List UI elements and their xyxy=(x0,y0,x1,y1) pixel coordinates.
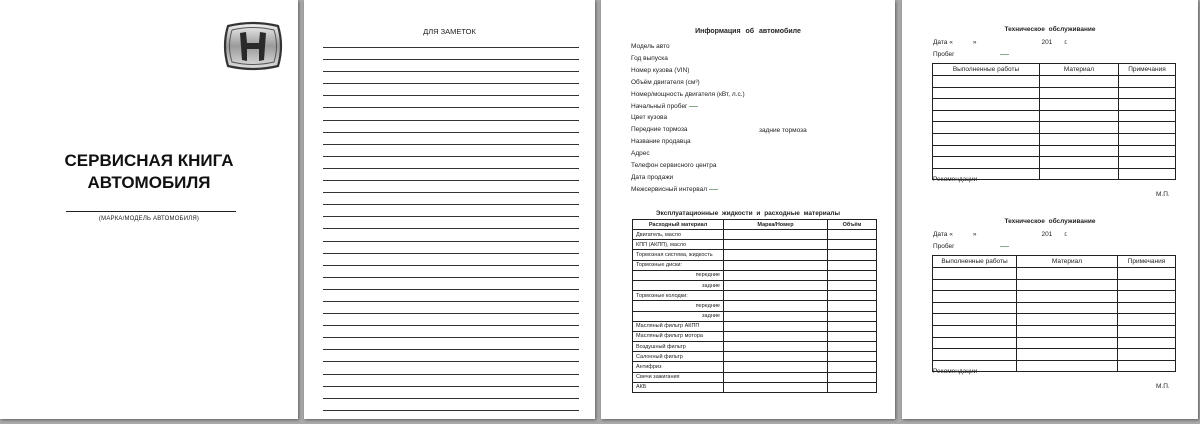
maint-header-works: Выполненные работы xyxy=(933,256,1017,268)
honda-logo-icon xyxy=(222,20,284,72)
notes-line xyxy=(323,95,579,107)
maintenance-cell[interactable] xyxy=(1119,99,1176,111)
fluids-title: Эксплуатационные жидкости и расходные материалы xyxy=(655,210,841,217)
fluid-brand-cell[interactable] xyxy=(724,260,828,270)
fluid-material-cell: Двигатель, масло xyxy=(633,230,724,240)
notes-line xyxy=(323,289,579,301)
table-row xyxy=(933,302,1176,314)
notes-line xyxy=(323,277,579,289)
notes-line xyxy=(323,301,579,313)
table-row xyxy=(633,301,877,311)
maintenance-cell[interactable] xyxy=(1118,279,1176,291)
notes-line xyxy=(323,337,579,349)
fluid-brand-cell[interactable] xyxy=(724,311,828,321)
maintenance-cell[interactable] xyxy=(933,279,1017,291)
maintenance-date-line xyxy=(933,231,1068,238)
notes-line xyxy=(323,325,579,337)
info-field-label xyxy=(631,43,670,50)
fluid-volume-cell[interactable] xyxy=(828,321,877,331)
fluid-material-cell: Масляный фильтр АКПП xyxy=(633,321,724,331)
maintenance-cell[interactable] xyxy=(933,110,1040,122)
table-row xyxy=(933,325,1176,337)
maintenance-mileage-line xyxy=(933,243,1009,250)
info-field-label xyxy=(631,126,688,133)
km-mark xyxy=(689,103,698,107)
maintenance-cell[interactable] xyxy=(1119,76,1176,88)
fluid-volume-cell[interactable] xyxy=(828,230,877,240)
fluid-material-cell: передние xyxy=(633,270,724,280)
maintenance-cell[interactable] xyxy=(1017,279,1118,291)
notes-line xyxy=(323,253,579,265)
maintenance-cell[interactable] xyxy=(1119,168,1176,180)
table-row xyxy=(933,133,1176,145)
fluid-material-cell: задние xyxy=(633,311,724,321)
fluid-brand-cell[interactable] xyxy=(724,342,828,352)
info-field-text: Номер кузова (VIN) xyxy=(631,66,690,74)
date-quote: » xyxy=(972,231,977,238)
info-field-text: Телефон сервисного центра xyxy=(631,162,717,169)
fluid-brand-cell[interactable] xyxy=(724,352,828,362)
notes-line xyxy=(323,180,579,192)
maintenance-cell[interactable] xyxy=(933,337,1017,349)
year-suffix: г. xyxy=(1064,39,1068,46)
fluids-header-material: Расходный материал xyxy=(633,220,724,230)
fluid-material-cell: Тормозные диски: xyxy=(633,260,724,270)
fluids-table xyxy=(632,219,877,393)
fluid-volume-cell[interactable] xyxy=(828,291,877,301)
maintenance-cell[interactable] xyxy=(1017,314,1118,326)
maint-header-notes: Примечания xyxy=(1119,64,1176,76)
year-label: 201 xyxy=(1041,231,1053,238)
fluids-header-volume: Объём xyxy=(828,220,877,230)
info-field-label xyxy=(631,174,673,181)
fluid-brand-cell[interactable] xyxy=(724,230,828,240)
notes-line xyxy=(323,204,579,216)
notes-line xyxy=(323,107,579,119)
info-field-label xyxy=(631,114,667,121)
info-field-text: Номер/мощность двигателя (кВт, л.с.) xyxy=(631,90,745,98)
maintenance-mileage-line xyxy=(933,51,1009,58)
info-field-text: Год выпуска xyxy=(631,54,668,62)
fluid-material-cell: КПП (АКПП), масло xyxy=(633,240,724,250)
cover-title-line1: СЕРВИСНАЯ КНИГА xyxy=(64,151,234,170)
notes-line xyxy=(323,228,579,240)
recommendations-label: Рекомендации xyxy=(933,368,978,375)
maintenance-cell[interactable] xyxy=(933,99,1040,111)
notes-line xyxy=(323,398,579,410)
maintenance-cell[interactable] xyxy=(1017,349,1118,361)
maintenance-cell[interactable] xyxy=(933,157,1040,169)
year-label: 201 xyxy=(1041,39,1053,46)
fluid-material-cell: Тормозные колодки: xyxy=(633,291,724,301)
maint-header-material: Материал xyxy=(1040,64,1119,76)
year-suffix: г. xyxy=(1064,231,1068,238)
fluid-volume-cell[interactable] xyxy=(828,352,877,362)
maintenance-cell[interactable] xyxy=(933,268,1017,280)
maintenance-cell[interactable] xyxy=(1118,349,1176,361)
maintenance-cell[interactable] xyxy=(933,87,1040,99)
table-row xyxy=(633,230,877,240)
notes-line xyxy=(323,313,579,325)
fluid-material-cell: передние xyxy=(633,301,724,311)
fluid-brand-cell[interactable] xyxy=(724,362,828,372)
recommendations-label: Рекомендации xyxy=(933,176,978,183)
info-field-label xyxy=(631,162,717,169)
maint-header-material: Материал xyxy=(1017,256,1118,268)
maintenance-header-row xyxy=(933,64,1176,76)
info-field-label xyxy=(631,138,691,145)
table-row xyxy=(633,352,877,362)
fluid-volume-cell[interactable] xyxy=(828,270,877,280)
cover-page xyxy=(0,0,298,419)
notes-line xyxy=(323,216,579,228)
table-row xyxy=(633,250,877,260)
maintenance-cell[interactable] xyxy=(1017,291,1118,303)
fluid-volume-cell[interactable] xyxy=(828,240,877,250)
info-field-label xyxy=(631,186,718,193)
maintenance-cell[interactable] xyxy=(933,122,1040,134)
fluid-brand-cell[interactable] xyxy=(724,280,828,290)
maintenance-date-line xyxy=(933,39,1068,46)
notes-line xyxy=(323,47,579,59)
maintenance-cell[interactable] xyxy=(933,314,1017,326)
info-field-text: Модель авто xyxy=(631,43,670,50)
stamp-label: М.П. xyxy=(1156,191,1170,198)
maintenance-cell[interactable] xyxy=(1119,133,1176,145)
maintenance-cell[interactable] xyxy=(933,302,1017,314)
vehicle-info-page xyxy=(601,0,895,419)
fluid-volume-cell[interactable] xyxy=(828,311,877,321)
info-field-text: Адрес xyxy=(631,150,650,158)
maintenance-title: Техническое обслуживание xyxy=(1004,26,1096,33)
fluid-material-cell: АКБ xyxy=(633,382,724,392)
maintenance-cell[interactable] xyxy=(1017,268,1118,280)
maintenance-cell[interactable] xyxy=(1040,87,1119,99)
fluid-volume-cell[interactable] xyxy=(828,362,877,372)
notes-line xyxy=(323,241,579,253)
fluid-volume-cell[interactable] xyxy=(828,260,877,270)
table-row xyxy=(933,145,1176,157)
maintenance-cell[interactable] xyxy=(1040,76,1119,88)
maintenance-cell[interactable] xyxy=(1040,168,1119,180)
maint-header-works: Выполненные работы xyxy=(933,64,1040,76)
fluid-material-cell: задние xyxy=(633,280,724,290)
maintenance-cell[interactable] xyxy=(1040,99,1119,111)
notes-line xyxy=(323,386,579,398)
info-field-text: Объём двигателя (см³) xyxy=(631,78,700,86)
maintenance-cell[interactable] xyxy=(1017,325,1118,337)
info-field-label xyxy=(631,55,668,62)
table-row xyxy=(933,291,1176,303)
notes-line xyxy=(323,168,579,180)
info-field-label xyxy=(631,67,689,74)
maintenance-cell[interactable] xyxy=(1118,291,1176,303)
table-row xyxy=(933,337,1176,349)
maintenance-cell[interactable] xyxy=(1040,122,1119,134)
notes-line xyxy=(323,156,579,168)
notes-ruled-lines xyxy=(323,47,579,419)
fluid-volume-cell[interactable] xyxy=(828,382,877,392)
fluid-volume-cell[interactable] xyxy=(828,250,877,260)
info-field-text: Дата продажи xyxy=(631,173,674,181)
info-field-text: Начальный пробег xyxy=(631,102,688,110)
table-row xyxy=(633,362,877,372)
info-field-text: Название продавца xyxy=(631,138,691,146)
maintenance-header-row xyxy=(933,256,1176,268)
fluid-volume-cell[interactable] xyxy=(828,280,877,290)
maintenance-cell[interactable] xyxy=(933,76,1040,88)
date-label: Дата « xyxy=(933,231,953,238)
maintenance-cell[interactable] xyxy=(933,291,1017,303)
mileage-label: Пробег xyxy=(933,243,955,250)
maintenance-cell[interactable] xyxy=(1119,157,1176,169)
cover-fill-line xyxy=(66,211,236,212)
notes-title: ДЛЯ ЗАМЕТОК xyxy=(423,27,476,36)
maintenance-cell[interactable] xyxy=(933,349,1017,361)
maintenance-cell[interactable] xyxy=(1119,87,1176,99)
km-mark xyxy=(1000,51,1009,55)
maintenance-cell[interactable] xyxy=(1118,360,1176,372)
info-field-label xyxy=(631,79,700,86)
info-field-text: Передние тормоза xyxy=(631,126,688,134)
maintenance-cell[interactable] xyxy=(1118,314,1176,326)
maintenance-cell[interactable] xyxy=(1119,110,1176,122)
maintenance-cell[interactable] xyxy=(1040,110,1119,122)
fluid-brand-cell[interactable] xyxy=(724,382,828,392)
info-field-label xyxy=(631,91,745,98)
km-mark xyxy=(709,186,718,190)
maintenance-cell[interactable] xyxy=(1040,133,1119,145)
notes-line xyxy=(323,361,579,373)
fluid-material-cell: Антифриз xyxy=(633,362,724,372)
table-row xyxy=(633,260,877,270)
fluid-material-cell: Масляный фильтр мотора xyxy=(633,331,724,341)
notes-line xyxy=(323,374,579,386)
mileage-label: Пробег xyxy=(933,51,955,58)
fluids-header-brand: Марка/Номер xyxy=(724,220,828,230)
table-row xyxy=(633,240,877,250)
maintenance-cell[interactable] xyxy=(1118,302,1176,314)
table-row xyxy=(633,291,877,301)
maintenance-cell[interactable] xyxy=(933,145,1040,157)
notes-line xyxy=(323,59,579,71)
maintenance-cell[interactable] xyxy=(1118,268,1176,280)
notes-page xyxy=(304,0,595,419)
table-row xyxy=(933,76,1176,88)
notes-line xyxy=(323,132,579,144)
notes-line xyxy=(323,349,579,361)
maintenance-cell[interactable] xyxy=(1119,122,1176,134)
rear-brakes-label: задние тормоза xyxy=(759,127,807,134)
date-quote: » xyxy=(972,39,977,46)
fluid-brand-cell[interactable] xyxy=(724,321,828,331)
table-row xyxy=(633,280,877,290)
fluid-brand-cell[interactable] xyxy=(724,331,828,341)
maintenance-cell[interactable] xyxy=(1017,360,1118,372)
fluid-volume-cell[interactable] xyxy=(828,331,877,341)
table-row xyxy=(633,372,877,382)
maintenance-table xyxy=(932,63,1176,180)
maintenance-cell[interactable] xyxy=(1040,157,1119,169)
notes-line xyxy=(323,410,579,419)
fluid-brand-cell[interactable] xyxy=(724,291,828,301)
maintenance-table xyxy=(932,255,1176,372)
cover-title-line2: АВТОМОБИЛЯ xyxy=(87,173,211,192)
table-row xyxy=(933,349,1176,361)
fluid-material-cell: Салонный фильтр xyxy=(633,352,724,362)
fluid-brand-cell[interactable] xyxy=(724,372,828,382)
fluids-header-row xyxy=(633,220,877,230)
fluid-brand-cell[interactable] xyxy=(724,301,828,311)
fluid-brand-cell[interactable] xyxy=(724,240,828,250)
fluid-volume-cell[interactable] xyxy=(828,372,877,382)
maint-header-notes: Примечания xyxy=(1118,256,1176,268)
maintenance-cell[interactable] xyxy=(933,133,1040,145)
table-row xyxy=(933,122,1176,134)
date-label: Дата « xyxy=(933,39,953,46)
maintenance-cell[interactable] xyxy=(1118,325,1176,337)
maintenance-page xyxy=(902,0,1198,419)
table-row xyxy=(933,157,1176,169)
fluid-material-cell: Тормозная система, жидкость xyxy=(633,250,724,260)
notes-line xyxy=(323,265,579,277)
info-title: Информация об автомобиле xyxy=(695,28,801,35)
table-row xyxy=(633,331,877,341)
table-row xyxy=(633,270,877,280)
table-row xyxy=(633,321,877,331)
notes-line xyxy=(323,144,579,156)
notes-line xyxy=(323,71,579,83)
notes-line xyxy=(323,120,579,132)
info-field-label xyxy=(631,103,698,110)
info-field-text: Межсервисный интервал xyxy=(631,185,708,193)
fluid-brand-cell[interactable] xyxy=(724,270,828,280)
info-field-text: Цвет кузова xyxy=(631,114,668,122)
fluid-material-cell: Воздушный фильтр xyxy=(633,342,724,352)
notes-line xyxy=(323,83,579,95)
notes-line xyxy=(323,192,579,204)
table-row xyxy=(633,382,877,392)
table-row xyxy=(933,314,1176,326)
table-row xyxy=(933,87,1176,99)
table-row xyxy=(933,268,1176,280)
km-mark xyxy=(1000,243,1009,247)
table-row xyxy=(933,99,1176,111)
fluid-brand-cell[interactable] xyxy=(724,250,828,260)
table-row xyxy=(633,311,877,321)
fluid-volume-cell[interactable] xyxy=(828,342,877,352)
cover-subtitle: (МАРКА/МОДЕЛЬ АВТОМОБИЛЯ) xyxy=(98,216,200,222)
cover-title xyxy=(0,150,298,194)
fluid-volume-cell[interactable] xyxy=(828,301,877,311)
table-row xyxy=(933,110,1176,122)
info-field-label xyxy=(631,150,650,157)
maintenance-cell[interactable] xyxy=(1040,145,1119,157)
table-row xyxy=(933,279,1176,291)
stamp-label: М.П. xyxy=(1156,383,1170,390)
maintenance-cell[interactable] xyxy=(933,325,1017,337)
maintenance-cell[interactable] xyxy=(1118,337,1176,349)
maintenance-cell[interactable] xyxy=(1017,302,1118,314)
table-row xyxy=(633,342,877,352)
fluid-material-cell: Свечи зажигания xyxy=(633,372,724,382)
maintenance-cell[interactable] xyxy=(1017,337,1118,349)
maintenance-cell[interactable] xyxy=(1119,145,1176,157)
maintenance-title: Техническое обслуживание xyxy=(1004,218,1096,225)
